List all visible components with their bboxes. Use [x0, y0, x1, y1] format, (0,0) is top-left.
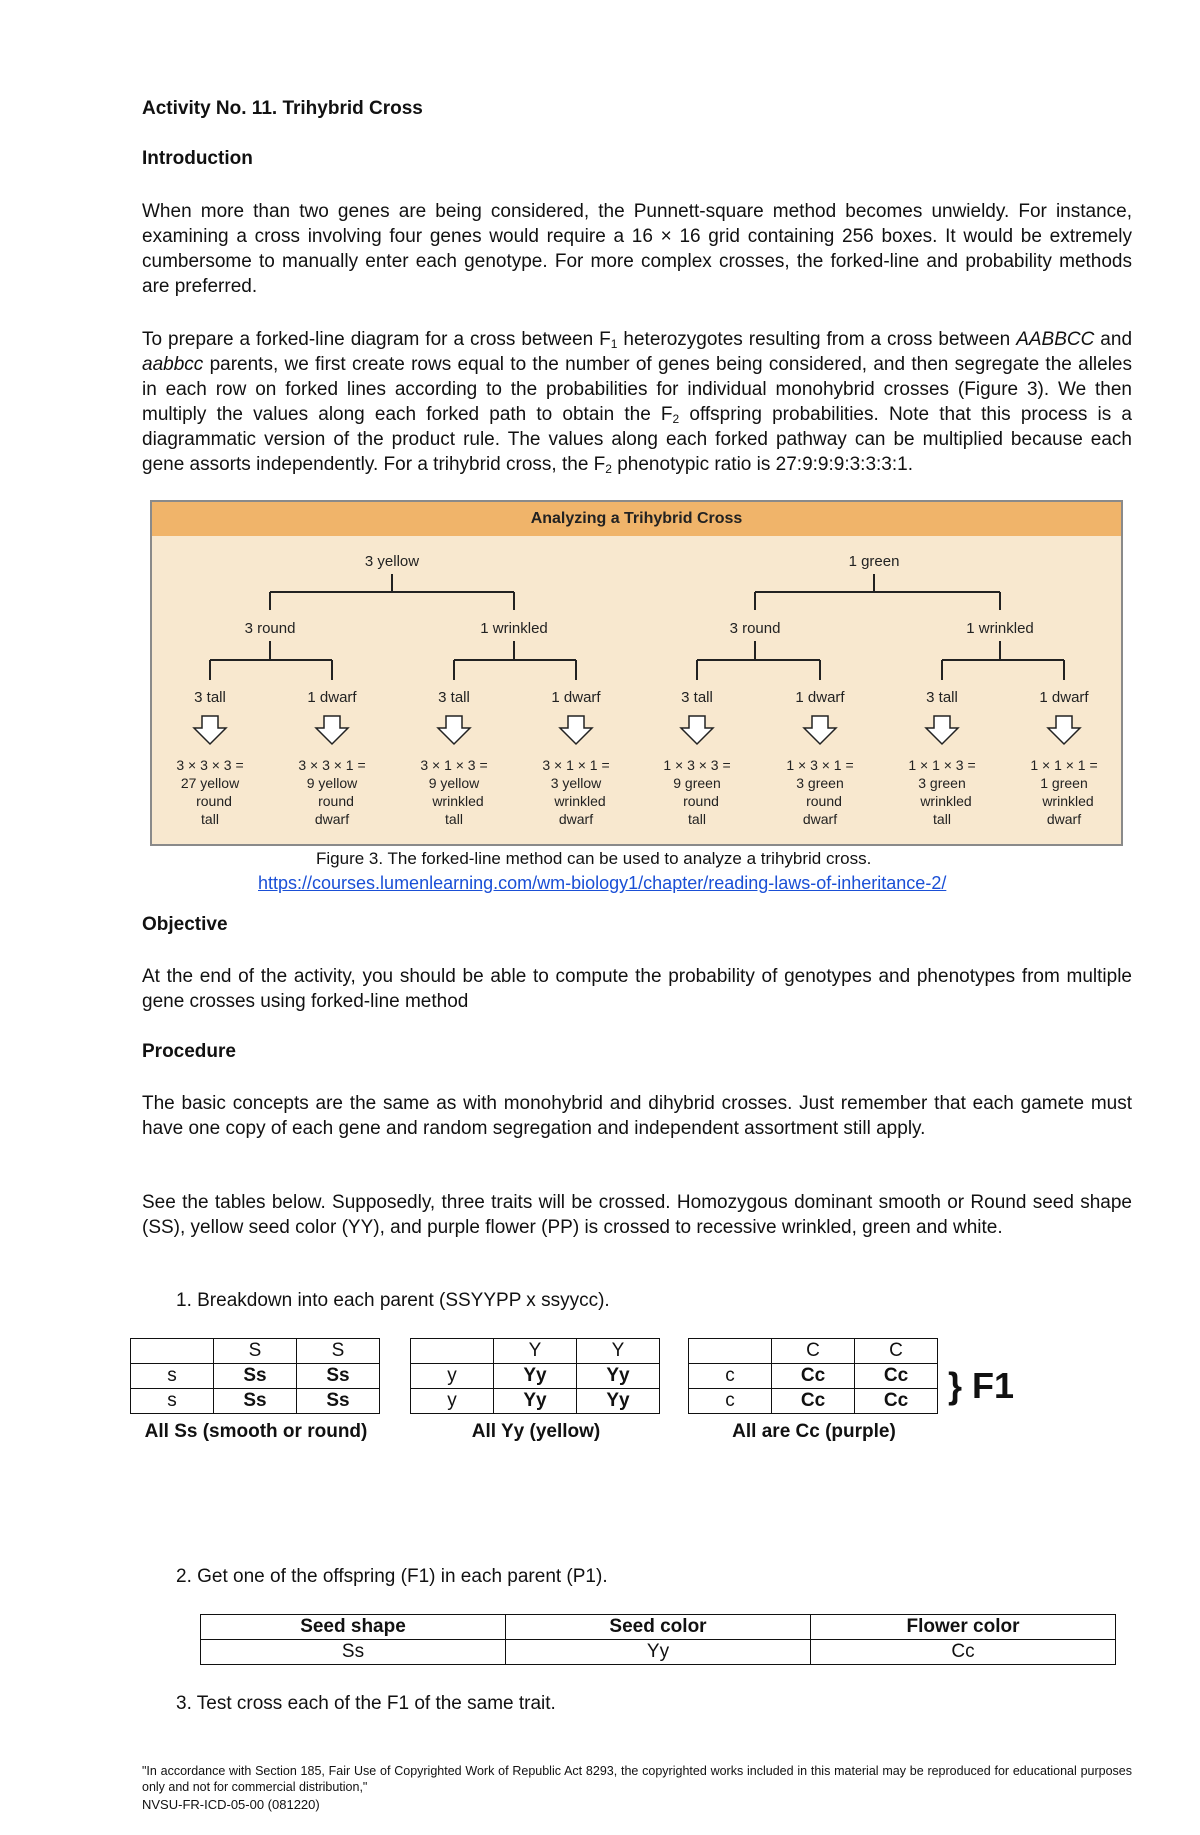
result-shape: round — [196, 793, 232, 809]
down-arrow-icon — [681, 716, 713, 744]
result-count: 3 yellow — [550, 775, 602, 791]
result-count: 9 yellow — [428, 775, 480, 791]
down-arrow-icon — [560, 716, 592, 744]
branch-label-height: 1 dwarf — [307, 689, 357, 706]
result-shape: round — [806, 793, 842, 809]
down-arrow-icon — [316, 716, 348, 744]
result-product: 3 × 1 × 3 = — [420, 757, 488, 773]
down-arrow-icon — [194, 716, 226, 744]
figure-source-link[interactable]: https://courses.lumenlearning.com/wm-biology1/chapter/reading-laws-of-inheritance-2/ — [258, 873, 947, 893]
objective-text: At the end of the activity, you should be able to compute the probability of genotypes and phenotypes from multiple gene crosses using forked-line method — [142, 966, 1132, 1012]
branch-label-shape: 1 wrinkled — [966, 620, 1034, 637]
result-height: tall — [445, 811, 463, 827]
procedure-paragraph-1: The basic concepts are the same as with monohybrid and dihybrid crosses. Just remember that each gamete must have one copy of each gene and random segregation and independent assortment still apply. — [142, 1093, 1132, 1139]
corner-cell — [411, 1339, 494, 1364]
result-height: dwarf — [558, 811, 594, 827]
step-3: 3. Test cross each of the F1 of the same trait. — [176, 1693, 556, 1714]
result-shape: wrinkled — [554, 793, 606, 809]
branch-label-height: 1 dwarf — [795, 689, 845, 706]
result-product: 1 × 1 × 3 = — [908, 757, 976, 773]
result-height: tall — [201, 811, 219, 827]
result-shape: wrinkled — [920, 793, 972, 809]
branch-label-height: 3 tall — [194, 689, 226, 706]
result-product: 1 × 3 × 3 = — [663, 757, 731, 773]
procedure-heading: Procedure — [142, 1041, 236, 1062]
down-arrow-icon — [804, 716, 836, 744]
f1-offspring-table — [200, 1614, 1116, 1665]
branch-label-shape: 3 round — [244, 620, 296, 637]
intro-paragraph-2: To prepare a forked-line diagram for a cross between $F_1$ heterozygotes resulting from a cross between AABBCC and aabbcc parents, we first create rows equal to the number of genes being considered, and then segregate the alleles in each row on forked lines according to the probabilities for individual monohybrid crosses (Figure 3). We then multiply the values along each forked path to obtain the $F_2$ offspring probabilities. Note that this process is a diagrammatic version of the product rule. The values along each forked pathway can be multiplied because each gene assorts independently. For a trihybrid cross, the $F_2$ phenotypic ratio is 27:9:9:9:3:3:3:1. — [142, 329, 1133, 476]
result-product: 3 × 3 × 1 = — [298, 757, 366, 773]
punnett-caption-seed-color: All Yy (yellow) — [471, 1421, 601, 1442]
result-height: dwarf — [802, 811, 838, 827]
procedure-paragraph-2: See the tables below. Supposedly, three traits will be crossed. Homozygous dominant smooth or Round seed shape (SS), yellow seed color (YY), and purple flower (PP) is crossed to recessive wrinkled, green and white. — [142, 1192, 1132, 1238]
punnett-caption-flower-color: All are Cc (purple) — [732, 1421, 896, 1442]
result-shape: round — [318, 793, 354, 809]
branch-label-height: 3 tall — [438, 689, 470, 706]
punnett-square-seed-color: Y Y y Yy Yy y Yy Yy — [410, 1338, 660, 1414]
figure-title: Analyzing a Trihybrid Cross — [152, 502, 1121, 536]
result-height: tall — [933, 811, 951, 827]
result-product: 3 × 1 × 1 = — [542, 757, 610, 773]
f1-label: } F1 — [948, 1365, 1015, 1406]
header-seed-color: Seed color — [506, 1615, 811, 1640]
branch-label-height: 1 dwarf — [551, 689, 601, 706]
branch-label-shape: 3 round — [729, 620, 781, 637]
result-shape: wrinkled — [432, 793, 484, 809]
branch-label-height: 3 tall — [681, 689, 713, 706]
corner-cell — [689, 1339, 772, 1364]
value-seed-shape: Ss — [201, 1640, 506, 1665]
value-seed-color: Yy — [506, 1640, 811, 1665]
branch-label-height: 3 tall — [926, 689, 958, 706]
header-seed-shape: Seed shape — [201, 1615, 506, 1640]
result-product: 3 × 3 × 3 = — [176, 757, 244, 773]
punnett-caption-seed-shape: All Ss (smooth or round) — [144, 1421, 368, 1442]
introduction-heading: Introduction — [142, 148, 253, 169]
value-flower-color: Cc — [811, 1640, 1116, 1665]
result-height: tall — [688, 811, 706, 827]
result-height: dwarf — [314, 811, 350, 827]
figure-caption: Figure 3. The forked-line method can be used to analyze a trihybrid cross. — [316, 849, 872, 868]
result-shape: round — [683, 793, 719, 809]
result-count: 3 green — [796, 775, 844, 791]
result-count: 9 yellow — [306, 775, 358, 791]
punnett-square-flower-color: C C c Cc Cc c Cc Cc — [688, 1338, 938, 1414]
forked-line-diagram — [152, 502, 1121, 844]
branch-label-shape: 1 wrinkled — [480, 620, 548, 637]
result-count: 1 green — [1040, 775, 1088, 791]
punnett-square-seed-shape: S S s Ss Ss s Ss Ss — [130, 1338, 380, 1414]
result-product: 1 × 1 × 1 = — [1030, 757, 1098, 773]
branch-label-color: 1 green — [848, 553, 900, 570]
result-count: 3 green — [918, 775, 966, 791]
header-flower-color: Flower color — [811, 1615, 1116, 1640]
result-count: 27 yellow — [180, 775, 240, 791]
down-arrow-icon — [438, 716, 470, 744]
corner-cell — [131, 1339, 214, 1364]
document-code: NVSU-FR-ICD-05-00 (081220) — [142, 1797, 320, 1812]
trihybrid-figure — [150, 500, 1123, 846]
objective-heading: Objective — [142, 914, 228, 935]
step-2: 2. Get one of the offspring (F1) in each parent (P1). — [176, 1566, 608, 1587]
fair-use-notice: "In accordance with Section 185, Fair Use of Copyrighted Work of Republic Act 8293, the copyrighted works included in this material may be reproduced for educational purposes only and not for commercial distribution," — [142, 1764, 1132, 1794]
result-shape: wrinkled — [1042, 793, 1094, 809]
branch-label-color: 3 yellow — [364, 553, 420, 570]
down-arrow-icon — [926, 716, 958, 744]
intro-paragraph-1: When more than two genes are being considered, the Punnett-square method becomes unwieldy. For instance, examining a cross involving four genes would require a 16 × 16 grid containing 256 boxes. It would be extremely cumbersome to manually enter each genotype. For more complex crosses, the forked-line and probability methods are preferred. — [142, 201, 1132, 297]
result-product: 1 × 3 × 1 = — [786, 757, 854, 773]
result-count: 9 green — [673, 775, 721, 791]
activity-title: Activity No. 11. Trihybrid Cross — [142, 98, 423, 119]
result-height: dwarf — [1046, 811, 1082, 827]
down-arrow-icon — [1048, 716, 1080, 744]
branch-label-height: 1 dwarf — [1039, 689, 1089, 706]
step-1: 1. Breakdown into each parent (SSYYPP x ssyycc). — [176, 1290, 610, 1311]
